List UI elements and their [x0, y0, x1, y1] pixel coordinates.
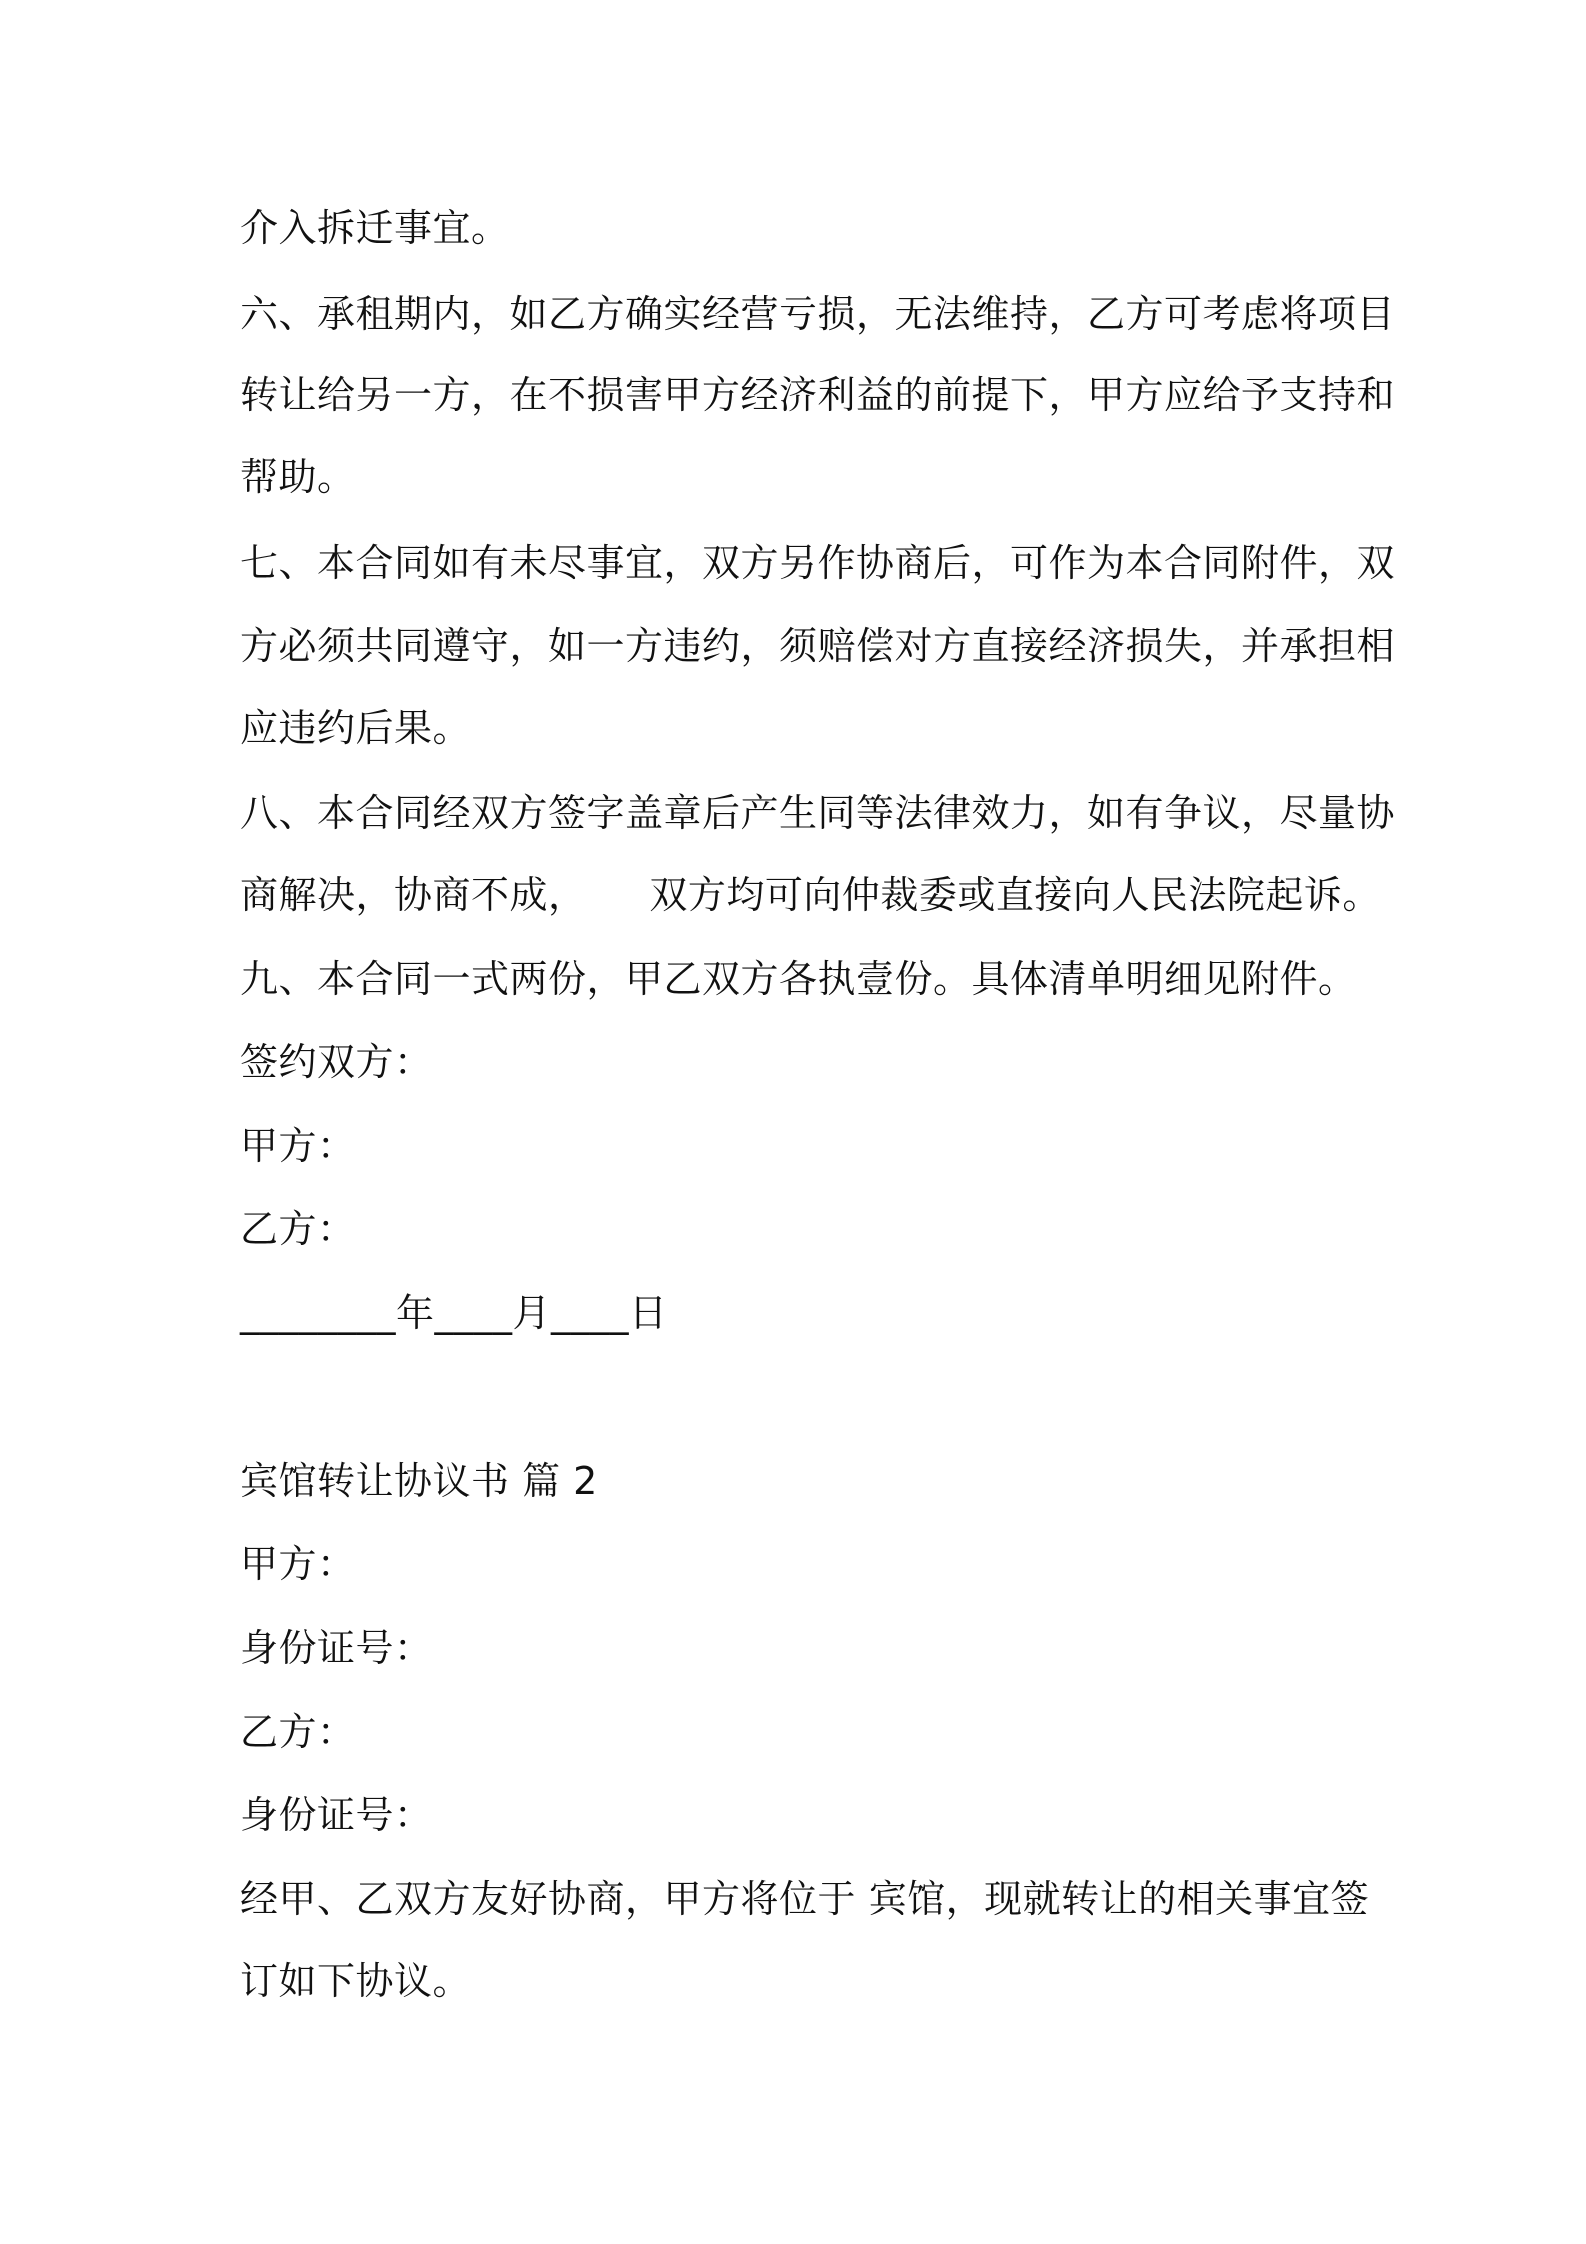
paragraph-line: 介入拆迁事宜。 — [240, 206, 510, 250]
agreement-intro-line: 经甲、乙双方友好协商，甲方将位于 宾馆，现就转让的相关事宜签 — [240, 1877, 1370, 1921]
clause-eight-line: 商解决，协商不成， 双方均可向仲裁委或直接向人民法院起诉。 — [240, 873, 1381, 917]
signing-parties-label: 签约双方： — [240, 1040, 433, 1084]
party-a-label: 甲方： — [240, 1542, 356, 1586]
clause-seven-line: 方必须共同遵守，如一方违约，须赔偿对方直接经济损失，并承担相 — [240, 624, 1396, 668]
party-b-id-label: 身份证号： — [240, 1793, 433, 1837]
party-b-label: 乙方： — [240, 1710, 356, 1754]
clause-six-line: 帮助。 — [240, 455, 356, 499]
party-a-id-label: 身份证号： — [240, 1626, 433, 1670]
date-line: ________年____月____日 — [240, 1291, 668, 1335]
clause-nine-line: 九、本合同一式两份，甲乙双方各执壹份。具体清单明细见附件。 — [240, 957, 1357, 1001]
section-title: 宾馆转让协议书 篇 2 — [240, 1459, 598, 1503]
clause-seven-line: 应违约后果。 — [240, 706, 472, 750]
clause-eight-line: 八、本合同经双方签字盖章后产生同等法律效力，如有争议，尽量协 — [240, 791, 1396, 835]
party-b-label: 乙方： — [240, 1207, 356, 1251]
agreement-intro-line: 订如下协议。 — [240, 1959, 472, 2003]
party-a-label: 甲方： — [240, 1124, 356, 1168]
clause-six-line: 六、承租期内，如乙方确实经营亏损，无法维持，乙方可考虑将项目 — [240, 292, 1396, 336]
clause-seven-line: 七、本合同如有未尽事宜，双方另作协商后，可作为本合同附件，双 — [240, 541, 1396, 585]
clause-six-line: 转让给另一方，在不损害甲方经济利益的前提下，甲方应给予支持和 — [240, 373, 1396, 417]
